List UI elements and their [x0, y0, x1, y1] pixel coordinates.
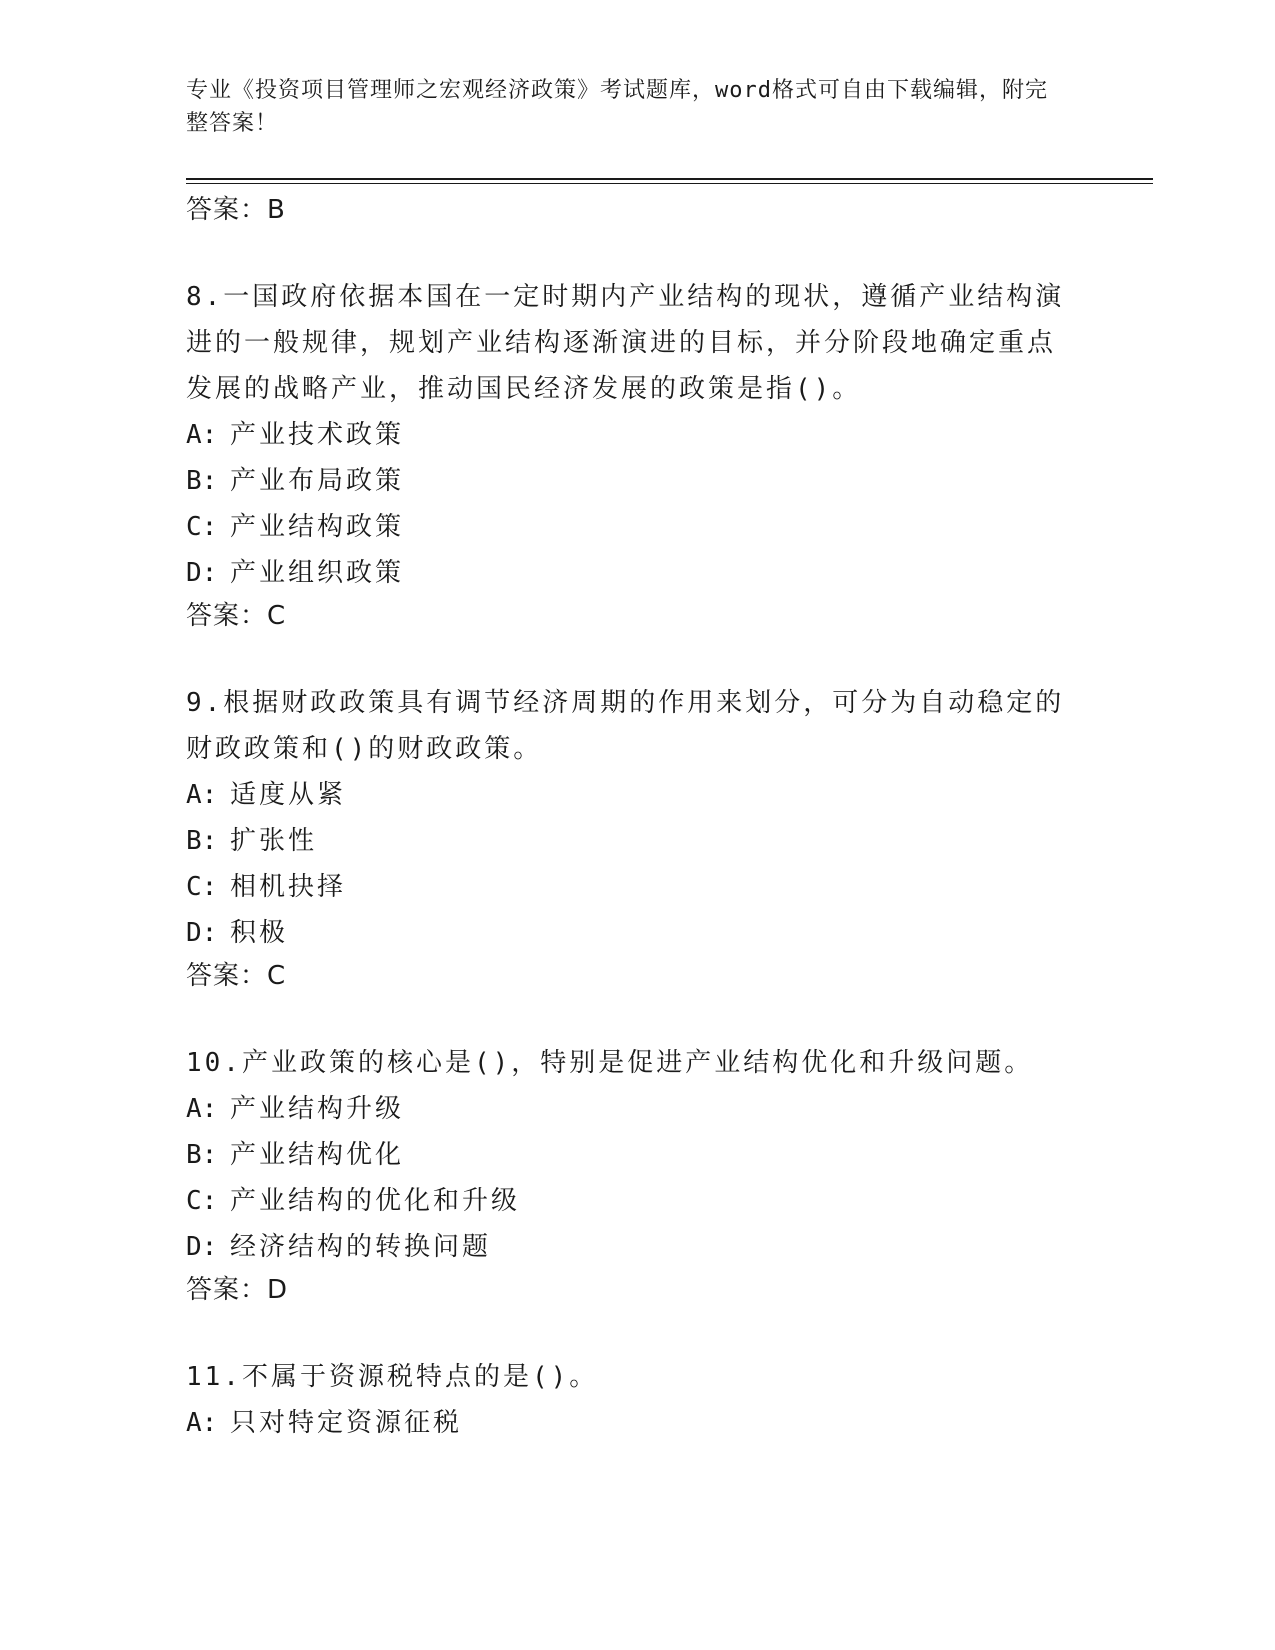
answer-option: [186, 1224, 1076, 1270]
header-divider-thick: [186, 178, 1153, 180]
option-key: B:: [186, 1140, 218, 1170]
question-block: [186, 680, 1076, 1002]
option-text: 经济结构的转换问题: [230, 1232, 492, 1262]
option-key: B:: [186, 826, 218, 856]
question-block: [186, 274, 1076, 642]
option-text: 产业布局政策: [230, 466, 405, 496]
option-text: 产业结构政策: [230, 512, 405, 542]
answer-option: [186, 1400, 1076, 1446]
answer-option: [186, 864, 1076, 910]
question-block: [186, 1040, 1076, 1316]
option-text: 产业结构的优化和升级: [230, 1186, 521, 1216]
option-text: 适度从紧: [230, 780, 347, 810]
answer-line: 答案：B: [186, 195, 286, 225]
answer-option: [186, 1132, 1076, 1178]
option-text: 产业结构优化: [230, 1140, 405, 1170]
question-list: [186, 190, 1076, 1446]
option-text: 扩张性: [230, 826, 318, 856]
question-block: [186, 1354, 1076, 1446]
option-key: A:: [186, 420, 218, 450]
answer-option: [186, 910, 1076, 956]
answer-option: [186, 504, 1076, 550]
answer-option: [186, 1086, 1076, 1132]
question-stem: 10.产业政策的核心是()，特别是促进产业结构优化和升级问题。: [186, 1048, 1034, 1078]
option-text: 只对特定资源征税: [230, 1408, 463, 1438]
option-key: A:: [186, 1408, 218, 1438]
answer-line: 答案：D: [186, 1275, 289, 1305]
option-text: 产业组织政策: [230, 558, 405, 588]
question-stem: 8.一国政府依据本国在一定时期内产业结构的现状，遵循产业结构演进的一般规律，规划产业结构逐渐演进的目标，并分阶段地确定重点发展的战略产业，推动国民经济发展的政策是指()。: [186, 282, 1065, 404]
answer-line: 答案：C: [186, 961, 287, 991]
option-key: C:: [186, 872, 218, 902]
option-key: C:: [186, 1186, 218, 1216]
document-header-description: 专业《投资项目管理师之宏观经济政策》考试题库，word格式可自由下载编辑，附完整答案！: [186, 78, 1048, 136]
answer-option: [186, 550, 1076, 596]
answer-line: 答案：C: [186, 601, 287, 631]
answer-option: [186, 1178, 1076, 1224]
option-key: D:: [186, 918, 218, 948]
header-divider-thin: [186, 183, 1153, 184]
option-key: C:: [186, 512, 218, 542]
answer-option: [186, 818, 1076, 864]
option-key: D:: [186, 558, 218, 588]
option-text: 相机抉择: [230, 872, 347, 902]
option-text: 积极: [230, 918, 289, 948]
option-text: 产业结构升级: [230, 1094, 405, 1124]
option-key: A:: [186, 1094, 218, 1124]
option-key: D:: [186, 1232, 218, 1262]
answer-option: [186, 772, 1076, 818]
option-key: A:: [186, 780, 218, 810]
question-stem: 11.不属于资源税特点的是()。: [186, 1362, 599, 1392]
option-text: 产业技术政策: [230, 420, 405, 450]
answer-option: [186, 458, 1076, 504]
question-stem: 9.根据财政政策具有调节经济周期的作用来划分，可分为自动稳定的财政政策和()的财政政策。: [186, 688, 1065, 764]
option-key: B:: [186, 466, 218, 496]
answer-option: [186, 412, 1076, 458]
